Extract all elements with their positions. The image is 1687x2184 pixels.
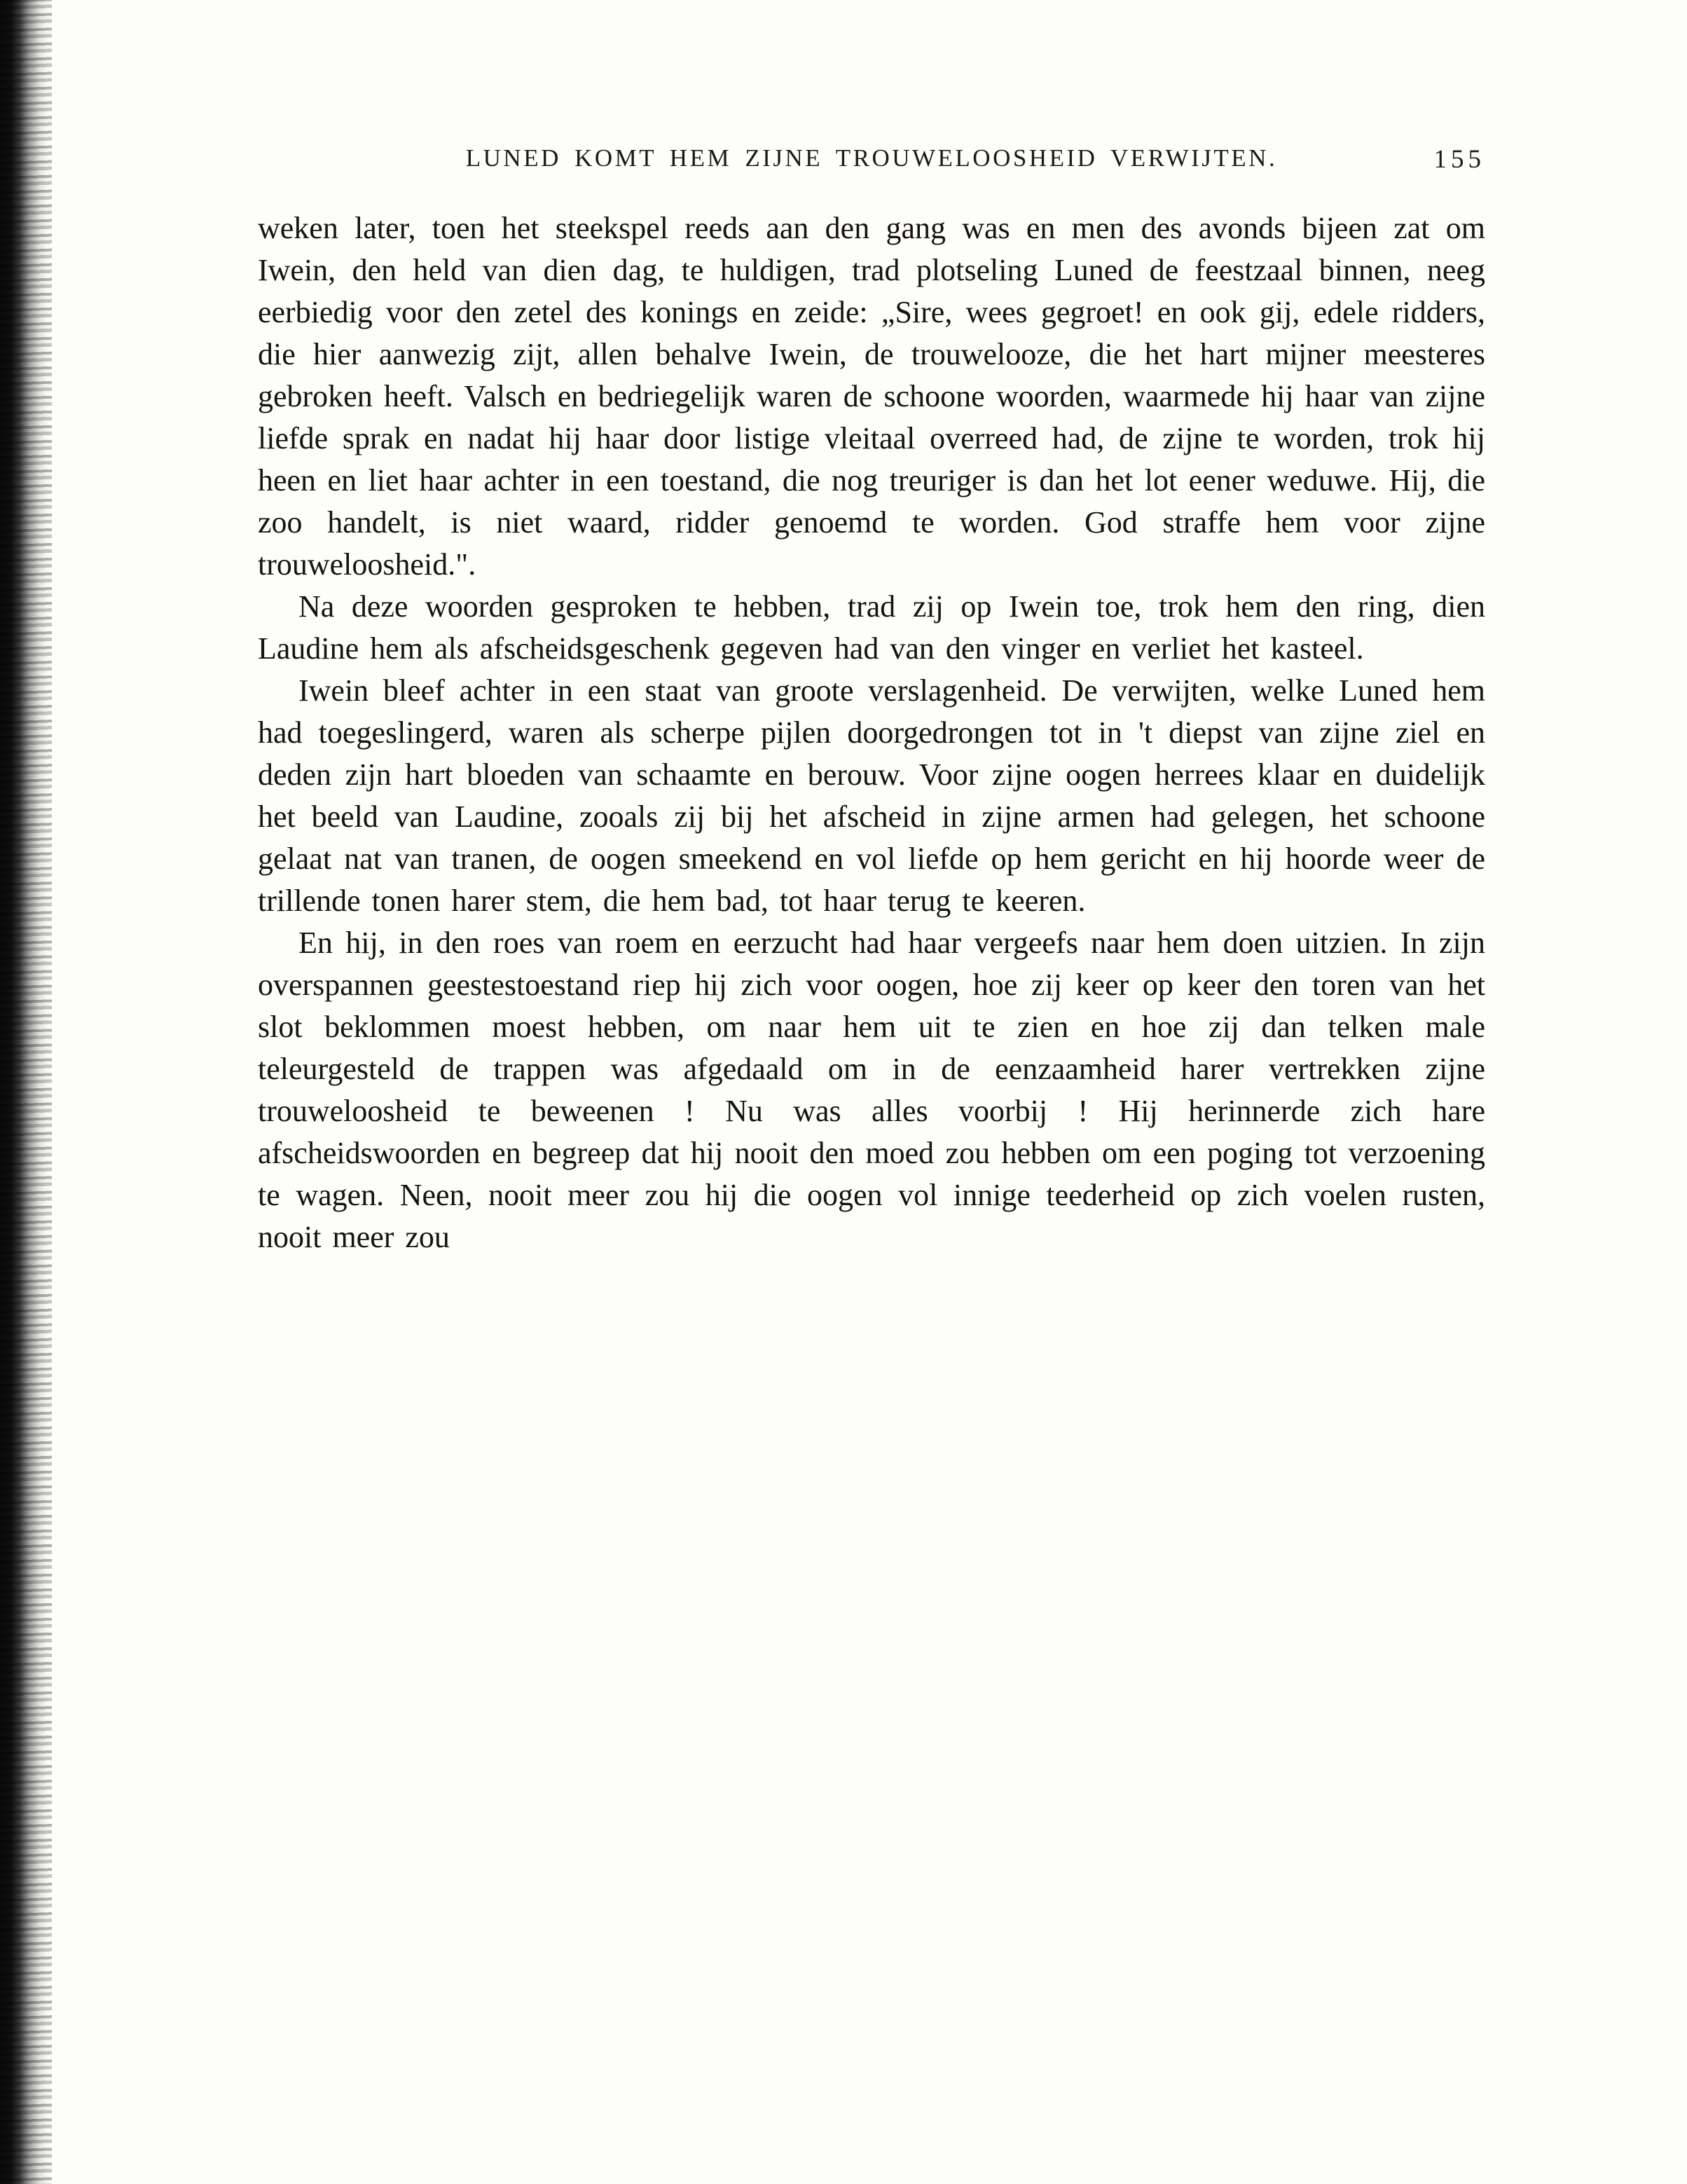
running-title: LUNED KOMT HEM ZIJNE TROUWELOOSHEID VERWIJTEN.: [465, 144, 1278, 172]
body-text: [258, 207, 1485, 1258]
page-header: [258, 144, 1485, 172]
paragraph-3: Iwein bleef achter in een staat van groote verslagenheid. De verwijten, welke Luned hem had toegeslingerd, waren als scherpe pijlen doorgedrongen tot in 't diepst van zijne ziel en deden zijn hart bloeden van schaamte en berouw. Voor zijne oogen herrees klaar en duidelijk het beeld van Laudine, zooals zij bij het afscheid in zijne armen had gelegen, het schoone gelaat nat van tranen, de oogen smeekend en vol liefde op hem gericht en hij hoorde weer de trillende tonen harer stem, die hem bad, tot haar terug te keeren.: [258, 673, 1485, 918]
paragraph-2: Na deze woorden gesproken te hebben, trad zij op Iwein toe, trok hem den ring, dien Laudine hem als afscheidsgeschenk gegeven had van den vinger en verliet het kasteel.: [258, 589, 1485, 666]
binding-shadow: [0, 0, 52, 2184]
page-content: [258, 144, 1485, 1258]
page-number: 155: [1433, 145, 1485, 174]
paragraph-1: weken later, toen het steekspel reeds aan den gang was en men des avonds bijeen zat om Iwein, den held van dien dag, te huldigen, trad plotseling Luned de feestzaal binnen, neeg eerbiedig voor den zetel des konings en zeide: „Sire, wees gegroet! en ook gij, edele ridders, die hier aanwezig zijt, allen behalve Iwein, de trouwelooze, die het hart mijner meesteres gebroken heeft. Valsch en bedriegelijk waren de schoone woorden, waarmede hij haar van zijne liefde sprak en nadat hij haar door listige vleitaal overreed had, de zijne te worden, trok hij heen en liet haar achter in een toestand, die nog treuriger is dan het lot eener weduwe. Hij, die zoo handelt, is niet waard, ridder genoemd te worden. God straffe hem voor zijne trouweloosheid.".: [258, 211, 1485, 582]
paragraph-4: En hij, in den roes van roem en eerzucht had haar vergeefs naar hem doen uitzien. In zijn overspannen geestestoestand riep hij zich voor oogen, hoe zij keer op keer den toren van het slot beklommen moest hebben, om naar hem uit te zien en hoe zij dan telken male teleurgesteld de trappen was afgedaald om in de eenzaamheid harer vertrekken zijne trouweloosheid te beweenen ! Nu was alles voorbij ! Hij herinnerde zich hare afscheidswoorden en begreep dat hij nooit den moed zou hebben om een poging tot verzoening te wagen. Neen, nooit meer zou hij die oogen vol innige teederheid op zich voelen rusten, nooit meer zou: [258, 926, 1485, 1254]
